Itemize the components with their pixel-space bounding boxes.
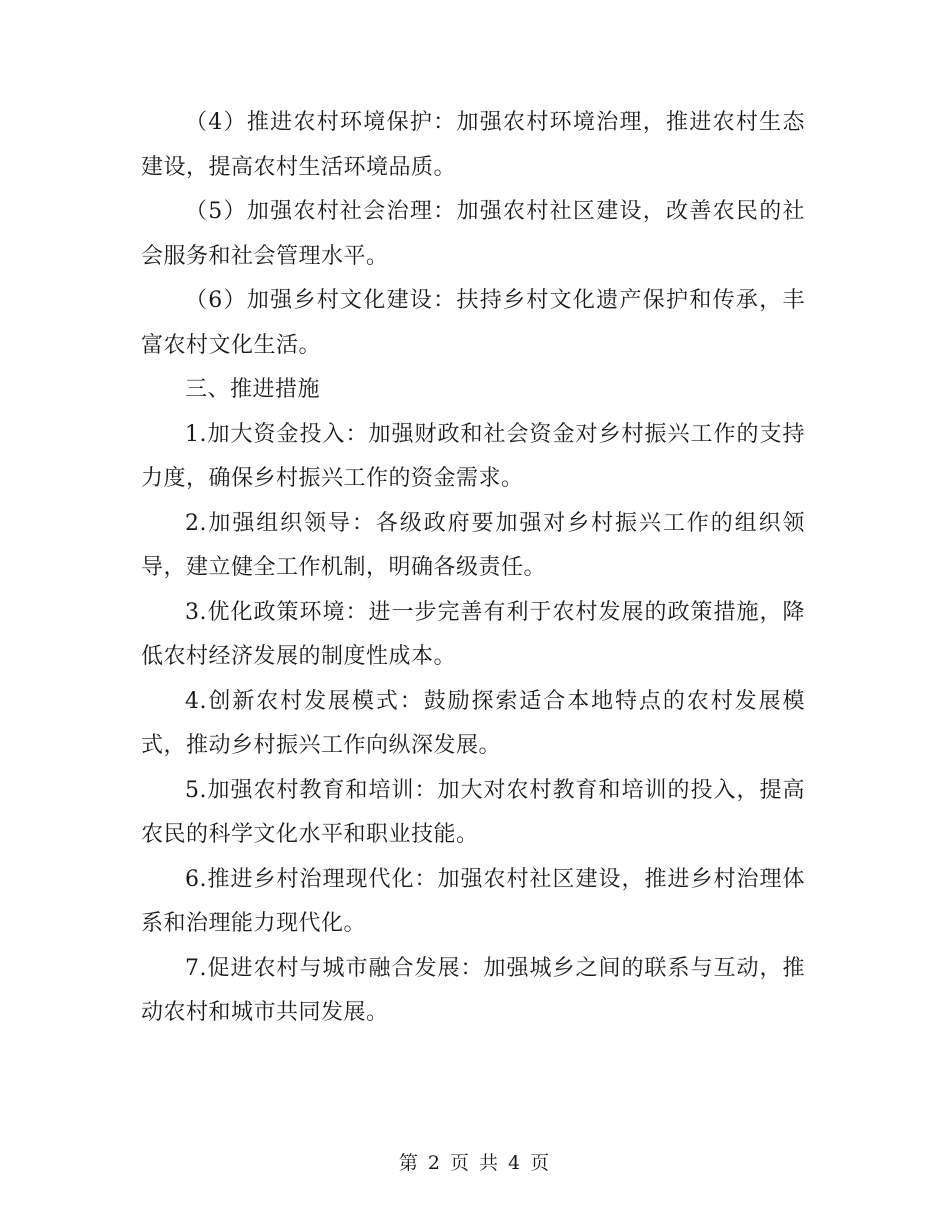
page-footer bbox=[0, 1148, 950, 1175]
measure-item: 2.加强组织领导：各级政府要加强对乡村振兴工作的组织领导，建立健全工作机制，明确各级责任。 bbox=[141, 510, 805, 580]
document-body bbox=[141, 101, 805, 1036]
page-number-label: 第 2 页 共 4 页 bbox=[398, 1152, 552, 1174]
paragraph-culture-building: （6）加强乡村文化建设：扶持乡村文化遗产保护和传承，丰富农村文化生活。 bbox=[141, 288, 805, 358]
measure-item: 6.推进乡村治理现代化：加强农村社区建设，推进乡村治理体系和治理能力现代化。 bbox=[141, 866, 805, 936]
measure-item: 3.优化政策环境：进一步完善有利于农村发展的政策措施，降低农村经济发展的制度性成本。 bbox=[141, 599, 805, 669]
measure-item: 4.创新农村发展模式：鼓励探索适合本地特点的农村发展模式，推动乡村振兴工作向纵深发展。 bbox=[141, 688, 805, 758]
measure-item: 7.促进农村与城市融合发展：加强城乡之间的联系与互动，推动农村和城市共同发展。 bbox=[141, 955, 805, 1025]
measure-item: 5.加强农村教育和培训：加大对农村教育和培训的投入，提高农民的科学文化水平和职业技能。 bbox=[141, 777, 805, 847]
paragraph-social-governance: （5）加强农村社会治理：加强农村社区建设，改善农民的社会服务和社会管理水平。 bbox=[141, 199, 805, 269]
paragraph-rural-environment: （4）推进农村环境保护：加强农村环境治理，推进农村生态建设，提高农村生活环境品质。 bbox=[141, 110, 805, 180]
measure-item: 1.加大资金投入：加强财政和社会资金对乡村振兴工作的支持力度，确保乡村振兴工作的资金需求。 bbox=[141, 421, 805, 491]
section-heading: 三、推进措施 bbox=[185, 377, 321, 402]
